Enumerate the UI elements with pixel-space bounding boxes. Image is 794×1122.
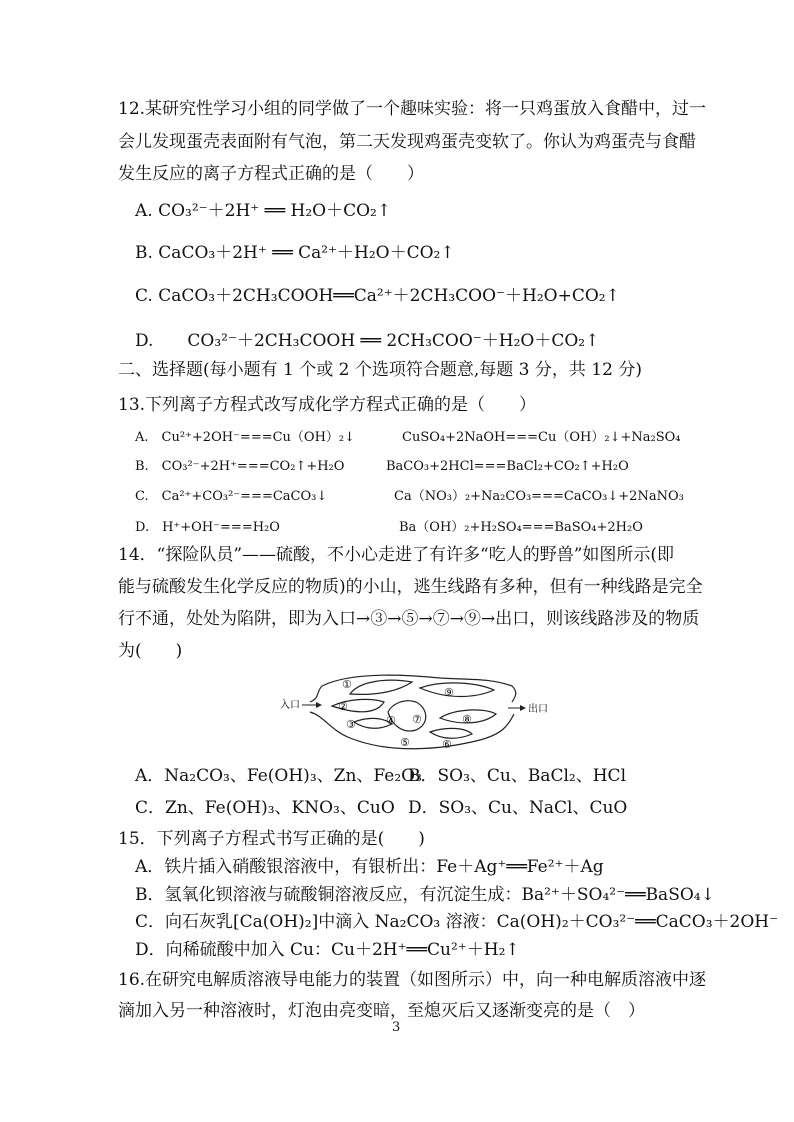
q13-option-d-ionic: D. H⁺+OH⁻===H₂O bbox=[135, 520, 280, 535]
q13-option-b-molecular: BaCO₃+2HCl===BaCl₂+CO₂↑+H₂O bbox=[386, 459, 629, 474]
maze-outline-top-left bbox=[310, 686, 322, 702]
q14-option-a: A．Na₂CO₃、Fe(OH)₃、Zn、Fe₂O₃ bbox=[135, 766, 422, 786]
q12-option-a: A. CO₃²⁻＋2H⁺ ══ H₂O＋CO₂↑ bbox=[135, 201, 392, 221]
q13-option-a-molecular: CuSO₄+2NaOH===Cu（OH）₂↓+Na₂SO₄ bbox=[402, 430, 681, 445]
maze-entrance-label: 入口 bbox=[280, 700, 300, 711]
maze-node-6: ⑥ bbox=[442, 738, 452, 751]
maze-node-8: ⑧ bbox=[462, 713, 472, 726]
q15-option-d: D．向稀硫酸中加入 Cu：Cu＋2H⁺══Cu²⁺＋H₂↑ bbox=[135, 940, 520, 960]
maze-figure bbox=[280, 668, 550, 754]
q13-option-c-ionic: C. Ca²⁺+CO₃²⁻===CaCO₃↓ bbox=[135, 489, 328, 504]
q15-option-a: A．铁片插入硝酸银溶液中，有银析出：Fe＋Ag⁺══Fe²⁺＋Ag bbox=[135, 857, 604, 877]
q14-stem-line-1: 14．“探险队员”——硫酸，不小心走进了有许多“吃人的野兽”如图所示(即 bbox=[118, 545, 675, 565]
maze-node-9: ⑨ bbox=[444, 686, 454, 699]
page-number: 3 bbox=[392, 1020, 401, 1035]
q13-option-d-molecular: Ba（OH）₂+H₂SO₄===BaSO₄+2H₂O bbox=[399, 520, 643, 535]
maze-node-1: ① bbox=[342, 678, 352, 691]
q12-option-c: C. CaCO₃＋2CH₃COOH══Ca²⁺＋2CH₃COO⁻＋H₂O+CO₂↑ bbox=[135, 286, 620, 306]
q13-option-b-ionic: B. CO₃²⁻+2H⁺===CO₂↑+H₂O bbox=[135, 459, 345, 474]
q15-option-c: C．向石灰乳[Ca(OH)₂]中滴入 Na₂CO₃ 溶液：Ca(OH)₂＋CO₃²⁻══CaCO₃＋2OH⁻ bbox=[135, 912, 779, 932]
maze-node-2: ② bbox=[338, 700, 348, 713]
maze-island-1 bbox=[350, 680, 412, 694]
q14-stem-line-2: 能与硫酸发生化学反应的物质)的小山，逃生线路有多种，但有一种线路是完全 bbox=[118, 577, 703, 597]
maze-island-9 bbox=[420, 683, 494, 697]
q13-option-a-ionic: A. Cu²⁺+2OH⁻===Cu（OH）₂↓ bbox=[135, 430, 356, 445]
maze-island-6 bbox=[430, 728, 472, 738]
maze-node-5: ⑤ bbox=[400, 736, 410, 749]
maze-node-7: ⑦ bbox=[412, 713, 422, 726]
q15-option-b: B．氢氧化钡溶液与硫酸铜溶液反应，有沉淀生成：Ba²⁺＋SO₄²⁻══BaSO₄↓ bbox=[135, 885, 715, 905]
q12-stem-line-3: 发生反应的离子方程式正确的是（ ） bbox=[118, 164, 424, 184]
q14-option-d: D．SO₃、Cu、NaCl、CuO bbox=[408, 798, 628, 818]
q13-stem: 13.下列离子方程式改写成化学方程式正确的是（ ） bbox=[118, 395, 537, 415]
q16-stem-line-1: 16.在研究电解质溶液导电能力的装置（如图所示）中，向一种电解质溶液中逐 bbox=[118, 970, 707, 990]
maze-node-3: ③ bbox=[346, 718, 356, 731]
q14-option-b: B．SO₃、Cu、BaCl₂、HCl bbox=[408, 766, 627, 786]
section-2-heading: 二、选择题(每小题有 1 个或 2 个选项符合题意,每题 3 分，共 12 分) bbox=[118, 360, 642, 380]
q14-stem-line-3: 行不通，处处为陷阱，即为入口→③→⑤→⑦→⑨→出口，则该线路涉及的物质 bbox=[118, 609, 700, 629]
q16-stem-line-2: 滴加入另一种溶液时，灯泡由亮变暗，至熄灭后又逐渐变亮的是（ ） bbox=[118, 1001, 645, 1021]
q14-stem-line-4: 为( ) bbox=[118, 641, 183, 661]
q15-stem: 15．下列离子方程式书写正确的是( ) bbox=[118, 829, 425, 849]
maze-exit-arrowhead bbox=[520, 705, 526, 711]
q13-option-c-molecular: Ca（NO₃）₂+Na₂CO₃===CaCO₃↓+2NaNO₃ bbox=[394, 489, 684, 504]
q12-stem-line-1: 12.某研究性学习小组的同学做了一个趣味实验：将一只鸡蛋放入食醋中，过一 bbox=[118, 99, 707, 119]
q12-option-b: B. CaCO₃＋2H⁺ ══ Ca²⁺＋H₂O＋CO₂↑ bbox=[135, 243, 455, 263]
q12-option-d: D. CO₃²⁻＋2CH₃COOH ══ 2CH₃COO⁻＋H₂O＋CO₂↑ bbox=[135, 331, 600, 351]
q12-stem-line-2: 会儿发现蛋壳表面附有气泡，第二天发现鸡蛋壳变软了。你认为鸡蛋壳与食醋 bbox=[118, 132, 696, 152]
maze-entrance-arrowhead bbox=[316, 702, 322, 708]
maze-node-4: ④ bbox=[386, 714, 396, 727]
maze-exit-label: 出口 bbox=[528, 704, 548, 715]
q14-option-c: C．Zn、Fe(OH)₃、KNO₃、CuO bbox=[135, 798, 395, 818]
